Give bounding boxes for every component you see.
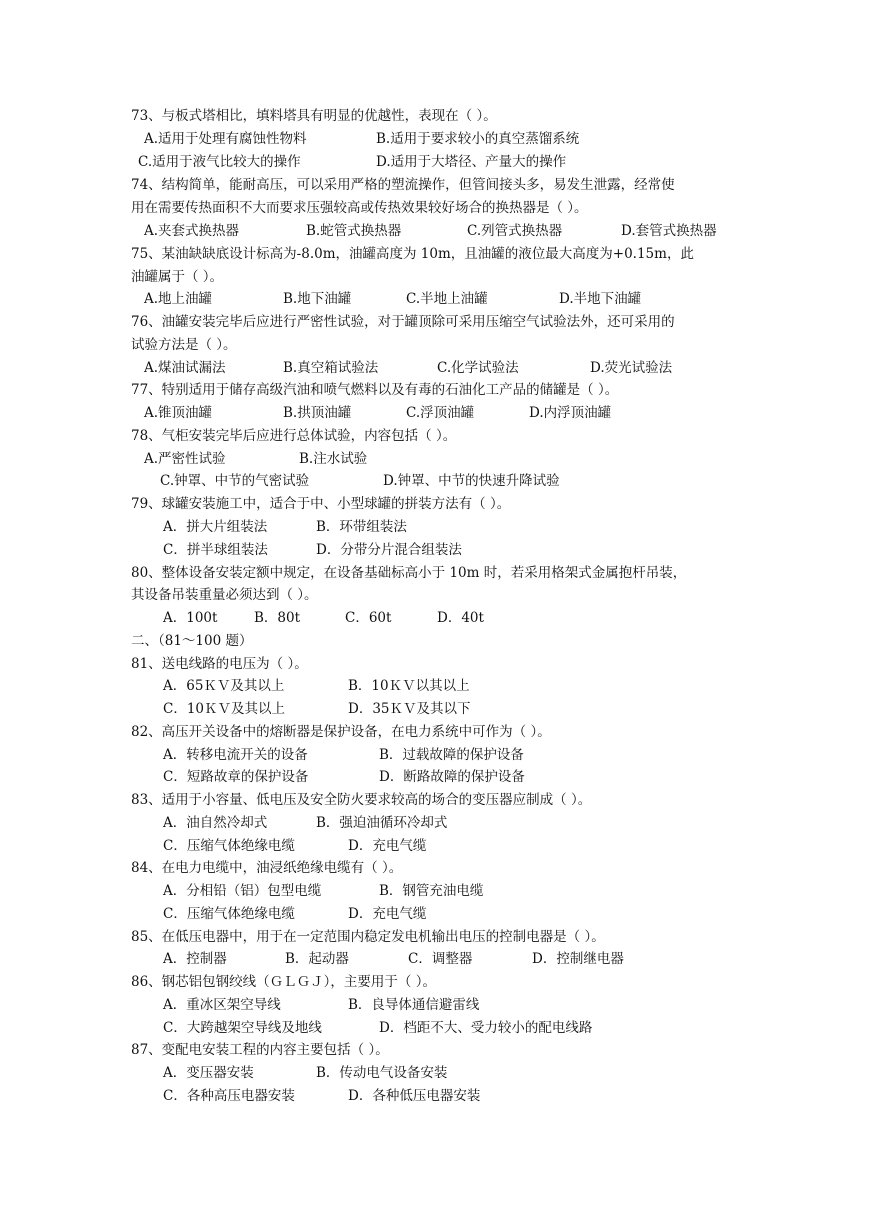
question-84-stem: 84、在电力电缆中，油浸纸绝缘电缆有（ ）。 [131,860,403,876]
question-84-option-b: B．钢管充油电缆 [379,883,484,899]
question-84-option-a: A．分相铅（铝）包型电缆 [163,883,322,899]
question-75-stem-line1: 75、某油缺缺底设计标高为-8.0m，油罐高度为 10m，且油罐的液位最大高度为+0.15m，此 [131,246,694,262]
question-86-stem: 86、钢芯铝包钢绞线（ＧＬＧＪ），主要用于（ ）。 [131,974,436,990]
question-75-option-b: B.地下油罐 [283,291,352,307]
question-76-option-a: A.煤油试漏法 [144,360,226,376]
question-84-option-d: D．充电气缆 [348,906,427,922]
question-83-option-c: C．压缩气体绝缘电缆 [163,838,295,854]
question-87-option-b: B．传动电气设备安装 [316,1065,448,1081]
question-73-option-d: D.适用于大塔径、产量大的操作 [376,154,567,170]
question-73-option-c: C.适用于液气比较大的操作 [138,154,301,170]
question-85-stem: 85、在低压电器中，用于在一定范围内稳定发电机输出电压的控制电器是（ ）。 [131,929,605,945]
question-77-option-d: D.内浮顶油罐 [529,405,612,421]
question-75-option-a: A.地上油罐 [144,291,213,307]
question-76-option-b: B.真空箱试验法 [283,360,379,376]
question-78-option-c: C.钟罩、中节的气密试验 [160,473,310,489]
question-77-option-a: A.锥顶油罐 [144,405,213,421]
question-75-stem-line2: 油罐属于（ ）。 [131,269,224,285]
question-81-option-d: D．35ＫＶ及其以下 [348,701,471,717]
question-80-stem-line2: 其设备吊装重量必须达到（ ）。 [131,587,318,603]
question-83-stem: 83、适用于小容量、低电压及安全防火要求较高的场合的变压器应制成（ ）。 [131,792,592,808]
question-79-stem: 79、球罐安装施工中，适合于中、小型球罐的拼装方法有（ ）。 [131,496,511,512]
question-83-option-b: B．强迫油循环冷却式 [316,815,448,831]
question-78-stem: 78、气柜安装完毕后应进行总体试验，内容包括（ ）。 [131,428,457,444]
question-76-stem-line1: 76、油罐安装完毕后应进行严密性试验，对于罐顶除可采用压缩空气试验法外，还可采用的 [131,314,675,330]
question-82-option-b: B．过载故障的保护设备 [379,747,524,763]
question-74-option-a: A.夹套式换热器 [144,223,240,239]
question-75-option-c: C.半地上油罐 [406,291,488,307]
question-81-option-c: C．10ＫＶ及其以上 [163,701,286,717]
question-80-option-c: C．60t [345,610,392,626]
question-80-option-a: A．100t [163,610,218,626]
question-76-option-c: C.化学试验法 [437,360,519,376]
question-86-option-d: D．档距不大、受力较小的配电线路 [379,1020,593,1036]
question-82-stem: 82、高压开关设备中的熔断器是保护设备，在电力系统中可作为（ ）。 [131,724,551,740]
question-83-option-a: A．油自然冷却式 [163,815,268,831]
question-78-option-d: D.钟罩、中节的快速升降试验 [383,473,560,489]
question-77-option-c: C.浮顶油罐 [406,405,475,421]
question-74-option-c: C.列管式换热器 [467,223,563,239]
question-78-option-b: B.注水试验 [299,451,368,467]
section-heading: 二、（81～100 题） [131,633,253,649]
question-73-option-a: A.适用于处理有腐蚀性物料 [144,131,307,147]
question-87-option-c: C．各种高压电器安装 [163,1088,295,1104]
question-79-option-b: B．环带组装法 [316,519,407,535]
question-86-option-b: B．良导体通信避雷线 [348,997,480,1013]
question-81-stem: 81、送电线路的电压为（ ）。 [131,656,308,672]
question-74-stem-line2: 用在需要传热面积不大而要求压强较高或传热效果较好场合的换热器是（ ）。 [131,200,588,216]
question-85-option-c: C．调整器 [408,951,473,967]
question-74-stem-line1: 74、结构简单，能耐高压，可以采用严格的塑流操作，但管间接头多，易发生泄露，经常使 [131,177,675,193]
question-85-option-a: A．控制器 [163,951,227,967]
question-79-option-c: C．拼半球组装法 [163,542,268,558]
question-83-option-d: D．充电气缆 [348,838,427,854]
question-78-option-a: A.严密性试验 [144,451,226,467]
question-81-option-a: A．65ＫＶ及其以上 [163,678,285,694]
question-85-option-b: B．起动器 [285,951,349,967]
question-87-stem: 87、变配电安装工程的内容主要包括（ ）。 [131,1042,389,1058]
question-86-option-c: C．大跨越架空导线及地线 [163,1020,322,1036]
question-85-option-d: D．控制继电器 [532,951,624,967]
question-74-option-d: D.套管式换热器 [621,223,717,239]
question-73-option-b: B.适用于要求较小的真空蒸馏系统 [376,131,580,147]
question-76-option-d: D.荧光试验法 [590,360,673,376]
question-87-option-a: A．变压器安装 [163,1065,254,1081]
question-81-option-b: B．10ＫＶ以其以上 [348,678,470,694]
question-82-option-d: D．断路故障的保护设备 [379,769,525,785]
question-79-option-d: D．分带分片混合组装法 [316,542,462,558]
question-82-option-a: A．转移电流开关的设备 [163,747,308,763]
question-80-option-b: B．80t [254,610,301,626]
question-80-stem-line1: 80、整体设备安装定额中规定，在设备基础标高小于 10m 时，若采用格架式金属抱杆吊装， [131,565,687,581]
question-82-option-c: C．短路故章的保护设备 [163,769,309,785]
question-73-stem: 73、与板式塔相比，填料塔具有明显的优越性，表现在（ ）。 [131,108,497,124]
question-84-option-c: C．压缩气体绝缘电缆 [163,906,295,922]
question-86-option-a: A．重冰区架空导线 [163,997,281,1013]
question-74-option-b: B.蛇管式换热器 [306,223,402,239]
question-75-option-d: D.半地下油罐 [559,291,642,307]
question-79-option-a: A．拼大片组装法 [163,519,268,535]
question-76-stem-line2: 试验方法是（ ）。 [131,337,237,353]
question-77-option-b: B.拱顶油罐 [283,405,352,421]
question-77-stem: 77、特别适用于储存高级汽油和喷气燃料以及有毒的石油化工产品的储罐是（ ）。 [131,382,619,398]
question-80-option-d: D．40t [437,610,484,626]
question-87-option-d: D．各种低压电器安装 [348,1088,481,1104]
